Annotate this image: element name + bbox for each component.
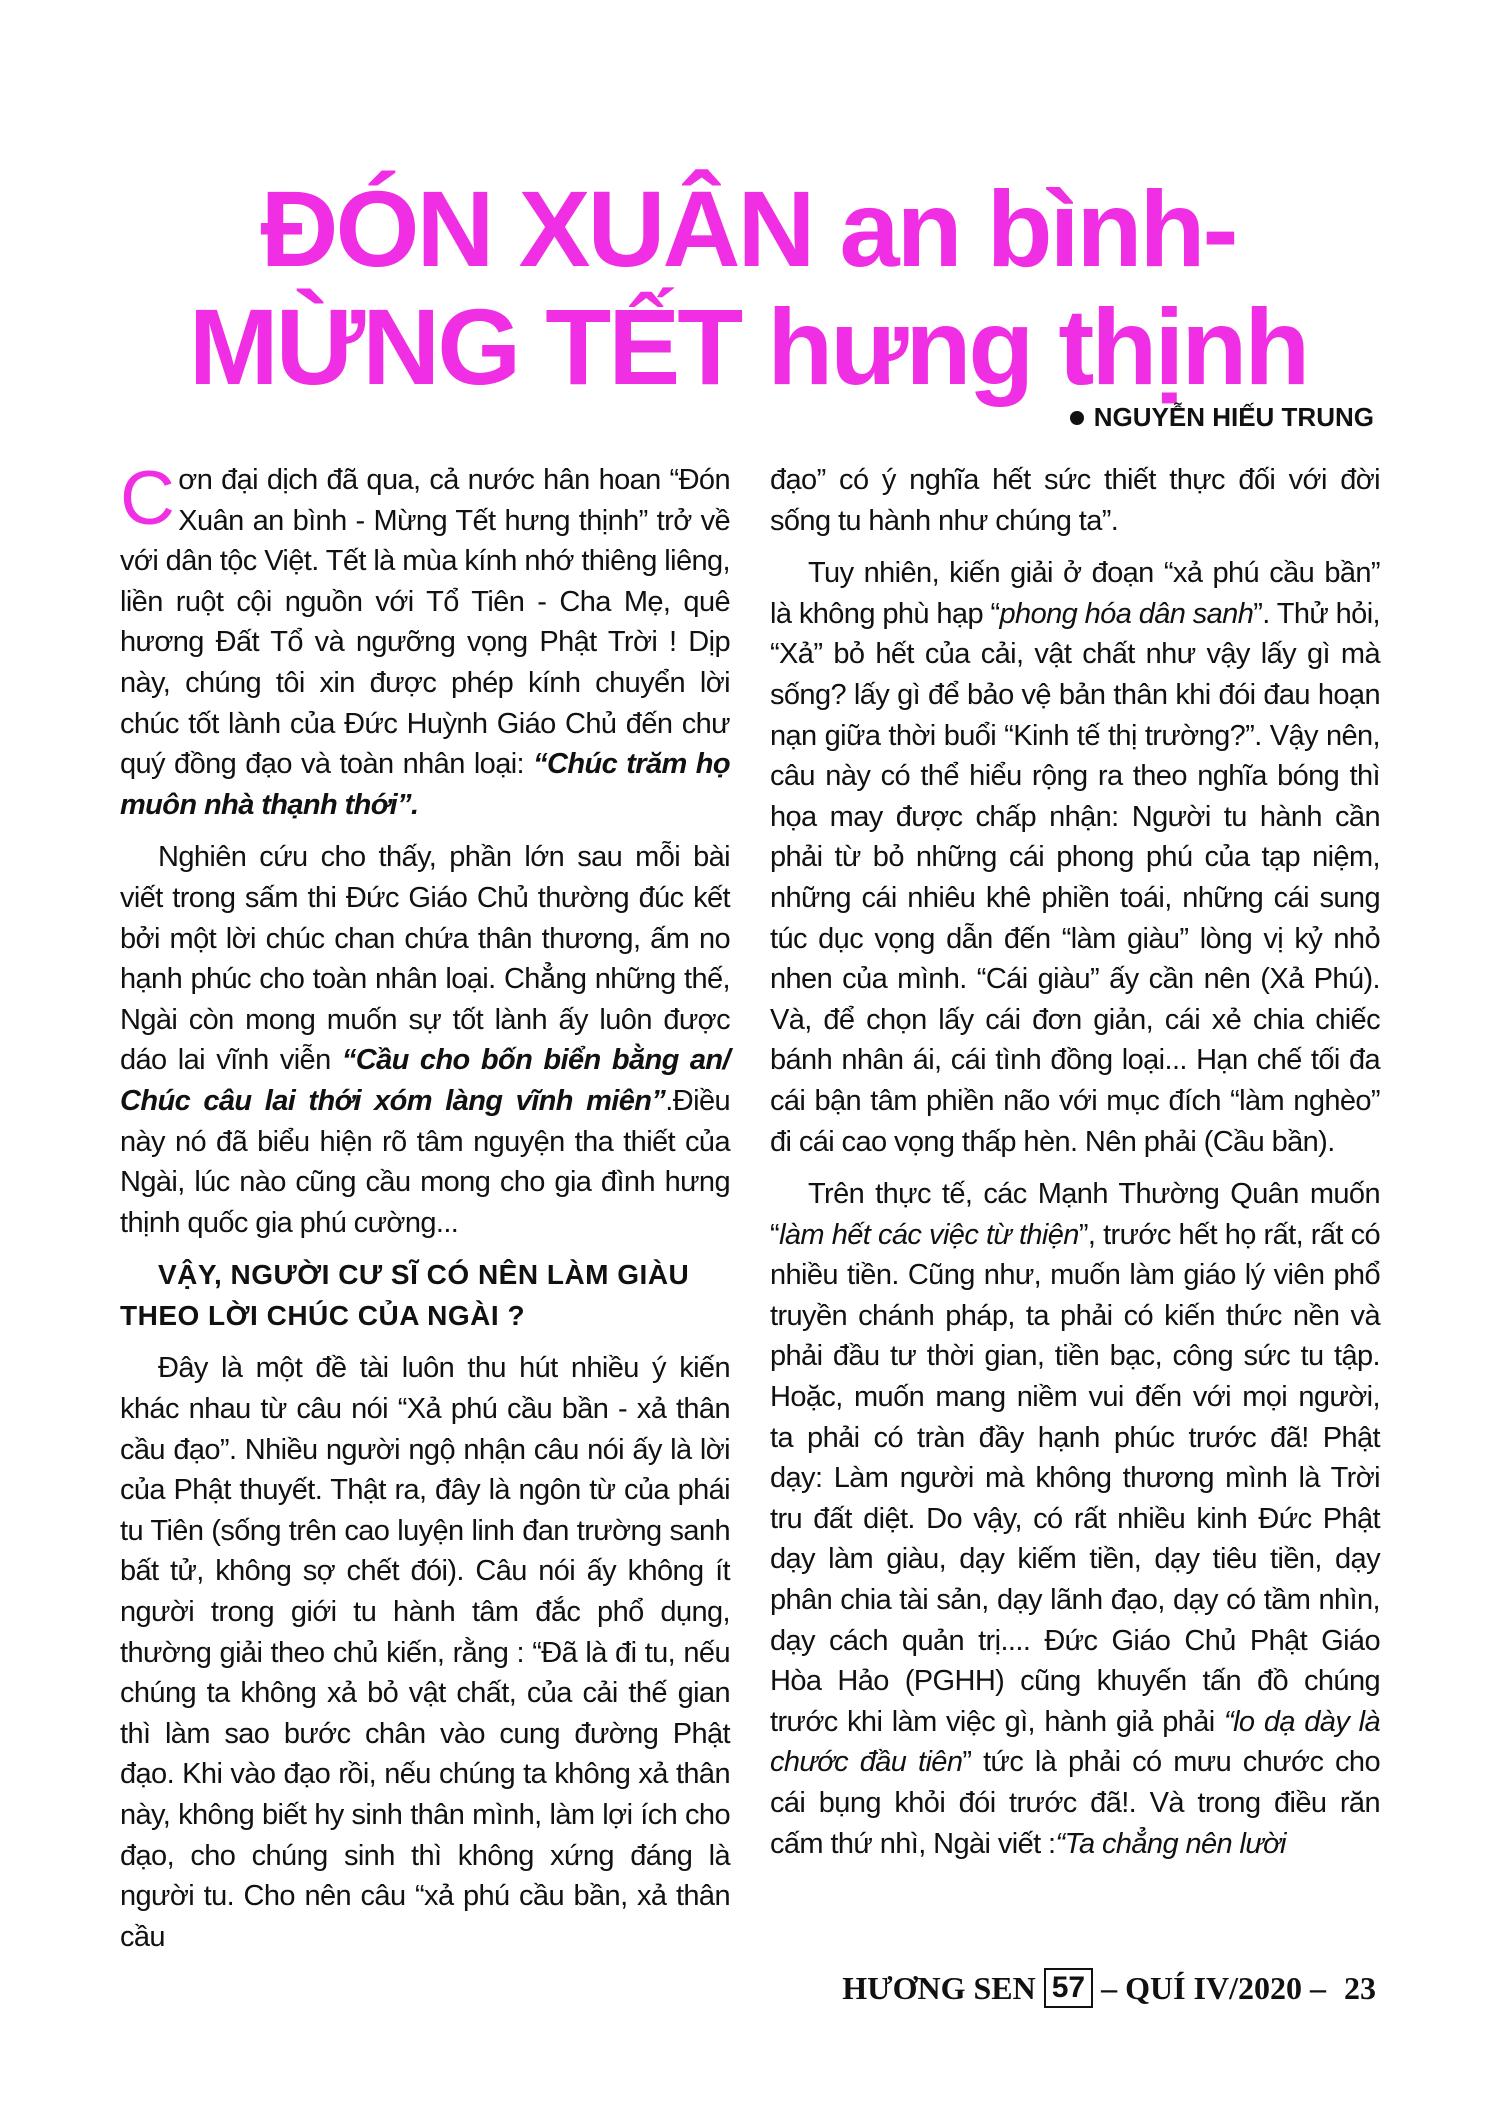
italic-phrase: làm hết các việc từ thiện (779, 1218, 1079, 1251)
italic-phrase: “Ta chẳng nên lười (1055, 1827, 1286, 1860)
paragraph-text: ” tức là phải có mưu chước cho cái bụng khỏi đói trước đã!. Và trong điều răn cấm thứ nhì, Ngài viết : (770, 1746, 1380, 1860)
paragraph-text: ”. Thử hỏi, “Xả” bỏ hết của cải, vật chất như vậy lấy gì mà sống? lấy gì để bảo vệ bản thân khi đói đau hoạn nạn giữa thời buổi “Kinh tế thị trường?”. Vậy nên, câu này có thể hiểu rộng ra theo nghĩa bóng thì họa may được chấp nhận: Người tu hành cần phải từ bỏ những cái phong phú của tạp niệm, những cái nhiêu khê phiền toái, những cái sung túc dục vọng dẫn đến “làm giàu” lòng vị kỷ nhỏ nhen của mình. “Cái giàu” ấy cần nên (Xả Phú). Và, để chọn lấy cái đơn giản, cái xẻ chia chiếc bánh nhân ái, cái tình đồng loại... Hạn chế tối đa cái bận tâm phiền não với mục đích “làm nghèo” đi cái cao vọng thấp hèn. Nên phải (Cầu bần). (770, 597, 1381, 1158)
paragraph (770, 1174, 1380, 1864)
right-column (770, 460, 1380, 1876)
bullet-icon (1070, 411, 1084, 425)
paragraph-text: Trên thực tế, các Mạnh Thường Quân muốn “ (770, 1178, 1380, 1251)
author-byline (1070, 402, 1374, 433)
magazine-name: HƯƠNG SEN (842, 1969, 1036, 2006)
title-line-1: ĐÓN XUÂN an bình- (260, 168, 1236, 289)
page-number: 23 (1344, 1969, 1376, 2006)
paragraph (120, 837, 730, 1243)
page-footer (842, 1968, 1376, 2008)
author-name: NGUYỄN HIẾU TRUNG (1093, 402, 1374, 432)
paragraph-text: Tuy nhiên, kiến giải ở đoạn “xả phú cầu bần” là không phù hạp “ (770, 557, 1380, 630)
italic-phrase: phong hóa dân sanh (999, 597, 1254, 630)
paragraph: đạo” có ý nghĩa hết sức thiết thực đối với đời sống tu hành như chúng ta”. (770, 464, 1380, 537)
blessing-quote: “Chúc trăm họ muôn nhà thạnh thới”. (120, 748, 731, 821)
verse-quote: “Cầu cho bốn biển bằng an/ Chúc câu lai thới xóm làng vĩnh miên” (120, 1044, 731, 1117)
paragraph-text: ơn đại dịch đã qua, cả nước hân hoan “Đón Xuân an bình - Mừng Tết hưng thịnh” trở về với dân tộc Việt. Tết là mùa kính nhớ thiêng liêng, liền ruột cội nguồn với Tổ Tiên - Cha Mẹ, quê hương Đất Tổ và ngưỡng vọng Phật Trời ! Dịp này, chúng tôi xin được phép kính chuyển lời chúc tốt lành của Đức Huỳnh Giáo Chủ đến chư quý đồng đạo và toàn nhân loại: (120, 464, 730, 781)
issue-number: 57 (1044, 1968, 1093, 2008)
paragraph-text: ”, trước hết họ rất, rất có nhiều tiền. Cũng như, muốn làm giáo lý viên phổ truyền chánh pháp, ta phải có kiến thức nền và phải đầu tư thời gian, tiền bạc, công sức tu tập. Hoặc, muốn mang niềm vui đến với mọi người, ta phải có tràn đầy hạnh phúc trước đã! Phật dạy: Làm người mà không thương mình là Trời tru đất diệt. Do vậy, có rất nhiều kinh Đức Phật dạy làm giàu, dạy kiếm tiền, dạy tiêu tiền, dạy phân chia tài sản, dạy lãnh đạo, dạy có tầm nhìn, dạy cách quản trị.... Đức Giáo Chủ Phật Giáo Hòa Hảo (PGHH) cũng khuyến tấn đồ chúng trước khi làm việc gì, hành giả phải (770, 1218, 1380, 1738)
paragraph-text: .Điều này nó đã biểu hiện rõ tâm nguyện tha thiết của Ngài, lúc nào cũng cầu mong cho gia đình hưng thịnh quốc gia phú cường... (120, 1084, 730, 1239)
title-line-2: MỪNG TẾT hưng thịnh (188, 286, 1308, 407)
issue-period: – QUÍ IV/2020 – (1101, 1969, 1326, 2006)
section-heading: VẬY, NGƯỜI CƯ SĨ CÓ NÊN LÀM GIÀU THEO LỜI CHÚC CỦA NGÀI ? (120, 1259, 690, 1331)
drop-cap: C (120, 456, 175, 541)
paragraph (120, 456, 731, 825)
italic-phrase: “lo dạ dày là chước đầu tiên (770, 1705, 1380, 1779)
paragraph: Đây là một đề tài luôn thu hút nhiều ý kiến khác nhau từ câu nói “Xả phú cầu bần - xả thân cầu đạo”. Nhiều người ngộ nhận câu nói ấy là lời của Phật thuyết. Thật ra, đây là ngôn từ của phái tu Tiên (sống trên cao luyện linh đan trường sanh bất tử, không sợ chết đói). Câu nói ấy không ít người trong giới tu hành tâm đắc phổ dụng, thường giải theo chủ kiến, rằng : “Đã là đi tu, nếu chúng ta không xả bỏ vật chất, của cải thế gian thì làm sao bước chân vào cung đường Phật đạo. Khi vào đạo rồi, nếu chúng ta không xả thân này, không biết hy sinh thân mình, làm lợi ích cho đạo, cho chúng sinh thì không xứng đáng là người tu. Cho nên câu “xả phú cầu bần, xả thân cầu (120, 1352, 730, 1953)
paragraph-text: Nghiên cứu cho thấy, phần lớn sau mỗi bài viết trong sấm thi Đức Giáo Chủ thường đúc kết bởi một lời chúc chan chứa thân thương, ấm no hạnh phúc cho toàn nhân loại. Chẳng những thế, Ngài còn mong muốn sự tốt lành ấy luôn được dáo lai vĩnh viễn (120, 841, 730, 1077)
left-column (120, 456, 731, 1969)
article-title (0, 170, 1496, 406)
paragraph (770, 553, 1380, 1162)
